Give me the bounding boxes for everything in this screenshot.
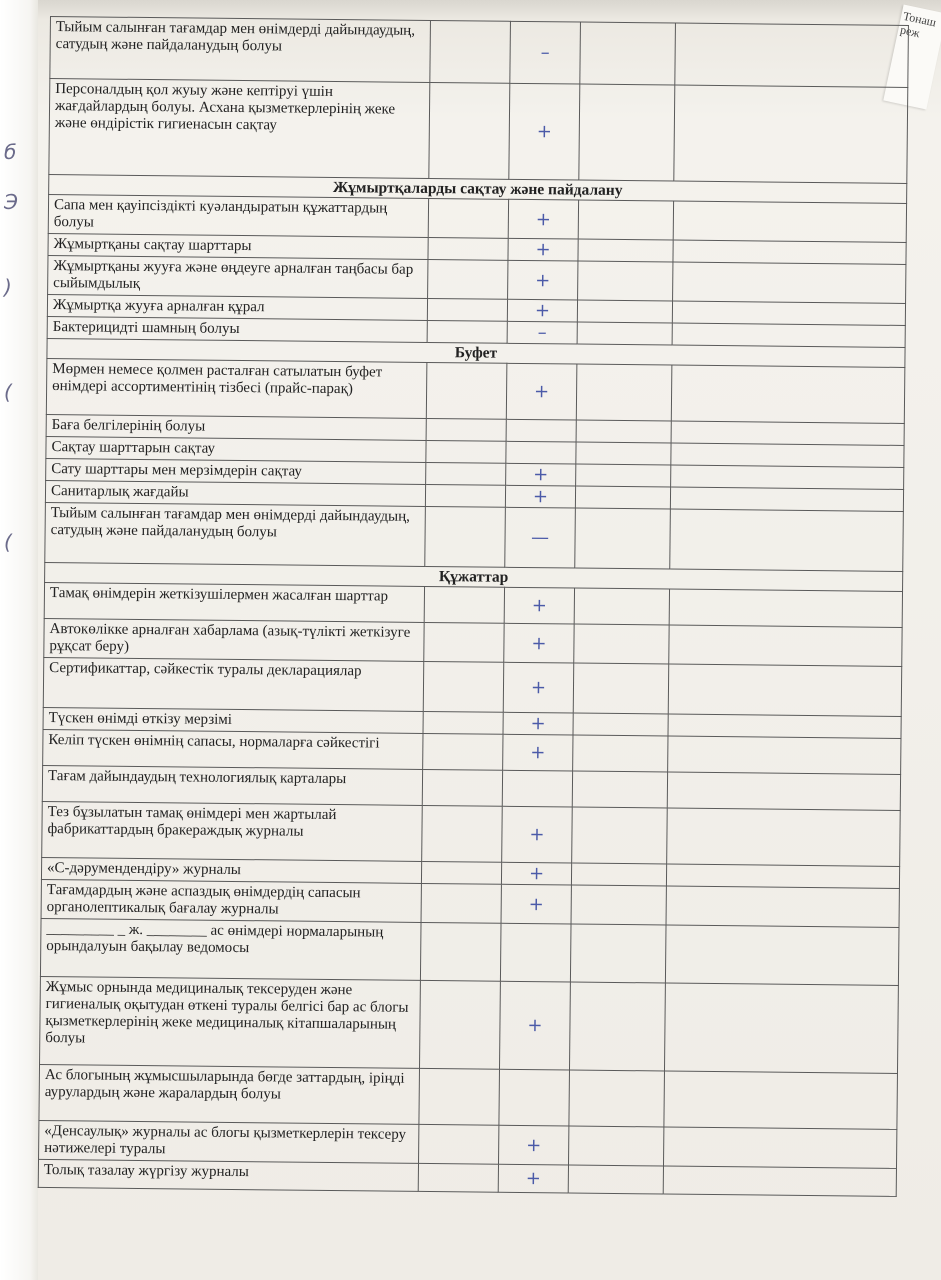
table-row — [40, 918, 899, 985]
section-title: Буфет — [47, 338, 905, 367]
checklist-table — [38, 16, 909, 1197]
section-title: Құжаттар — [45, 562, 903, 591]
row-text: Тез бұзылатын тамақ өнімдері мен жартылай фабрикаттардың бракераждық журналы — [42, 801, 423, 861]
handwritten-mark: + — [504, 623, 574, 663]
row-text: Бактерицидті шамның болуы — [47, 316, 427, 342]
row-text: Баға белгілерінің болуы — [46, 414, 426, 440]
handwritten-mark: + — [499, 981, 570, 1070]
handwritten-mark: + — [503, 734, 573, 771]
handwritten-mark: + — [509, 83, 580, 180]
handwritten-mark: + — [506, 463, 576, 486]
row-text: Келіп түскен өнімнің сапасы, нормаларға сәйкестігі — [43, 729, 423, 769]
handwritten-mark — [500, 923, 571, 982]
margin-mark: б — [4, 140, 17, 164]
row-text: Мөрмен немесе қолмен расталған сатылатын буфет өнімдері ассортиментінің тізбесі (прайс-парақ) — [46, 358, 427, 418]
handwritten-mark — [506, 441, 576, 464]
margin-mark: ( — [4, 530, 12, 554]
handwritten-mark: + — [501, 862, 571, 885]
row-text: Тағам дайындаудың технологиялық карталары — [42, 765, 422, 805]
handwritten-mark: + — [498, 1164, 568, 1193]
handwritten-mark: + — [504, 587, 574, 624]
row-text: Автокөлікке арналған хабарлама (азық-түлікті жеткізуге рұқсат беру) — [44, 618, 424, 661]
handwritten-mark — [499, 1069, 570, 1126]
handwritten-mark — [502, 770, 572, 807]
handwritten-mark: — — [505, 507, 576, 568]
row-text: Сату шарттары мен мерзімдерін сақтау — [46, 458, 426, 484]
row-text: _________ _ ж. ________ ас өнімдері нормаларының орындалуын бақылау ведомосы — [40, 918, 421, 980]
section-title: Жұмыртқаларды сақтау және пайдалану — [49, 174, 907, 203]
table-row — [49, 79, 908, 184]
table-row — [46, 358, 905, 423]
row-text: Жұмыртқаны сақтау шарттары — [48, 233, 428, 259]
row-text: Сертификаттар, сәйкестік туралы декларациялар — [43, 657, 424, 711]
margin-mark: ( — [4, 380, 12, 404]
row-text: Жұмыртқа жууға арналған құрал — [47, 294, 427, 320]
handwritten-mark: + — [503, 662, 574, 713]
corner-note: Тонаш реж — [883, 4, 941, 109]
checklist-page — [37, 16, 908, 1275]
row-text: Сапа мен қауіпсіздікті куәландыратын құжаттардың болуы — [48, 194, 428, 237]
row-text: Жұмыс орнында медициналық тексеруден және гигиеналық оқытудан өткені туралы белгісі бар ас блогы қызметкерлерінің жеке медициналық кітапшаларының болуы — [40, 976, 421, 1068]
handwritten-mark: – — [507, 321, 577, 344]
row-text: «С-дәрумендендіру» журналы — [41, 857, 421, 883]
row-text: «Денсаулық» журналы ас блогы қызметкерлерін тексеру нәтижелері туралы — [39, 1120, 419, 1163]
table-row — [39, 1064, 898, 1129]
handwritten-mark: + — [502, 806, 573, 863]
table-row — [43, 657, 901, 716]
table-row — [50, 17, 909, 88]
handwritten-mark: + — [505, 485, 575, 508]
row-text: Тағамдардың және аспаздық өнімдердің сапасын органолептикалық бағалау журналы — [41, 879, 421, 922]
row-text: Сақтау шарттарын сақтау — [46, 436, 426, 462]
row-text: Санитарлық жағдайы — [45, 480, 425, 506]
row-text: Түскен өнімді өткізу мерзімі — [43, 707, 423, 733]
margin-mark: Э — [4, 190, 18, 214]
handwritten-mark — [506, 419, 576, 442]
handwritten-mark: – — [510, 21, 581, 84]
row-text: Персоналдың қол жуыу және кептіруі үшін жағдайлардың болуы. Асхана қызметкерлерінің жеке және өндірістік гигиенасын сақтау — [49, 79, 430, 179]
row-text: Жұмыртқаны жууға және өңдеуге арналған таңбасы бар сыйымдылық — [48, 255, 428, 298]
handwritten-mark: + — [508, 238, 578, 261]
row-text: Толық тазалау жүргізу журналы — [38, 1159, 418, 1191]
table-row — [40, 976, 899, 1073]
margin-mark: ) — [4, 275, 12, 299]
handwritten-mark: + — [499, 1125, 569, 1165]
row-text: Тыйым салынған тағамдар мен өнімдерді дайындаудың, сатудың және пайдаланудың болуы — [50, 17, 431, 83]
handwritten-mark: + — [501, 884, 571, 924]
row-text: Тыйым салынған тағамдар мен өнімдерді дайындаудың, сатудың және пайдаланудың болуы — [45, 502, 426, 566]
handwritten-mark: + — [508, 199, 578, 239]
handwritten-mark: + — [508, 260, 578, 300]
table-row — [42, 801, 901, 866]
row-text: Ас блогының жұмысшыларында бөгде заттардың, іріңді аурулардың және жаралардың болуы — [39, 1064, 420, 1124]
table-row — [45, 502, 904, 571]
row-text: Тамақ өнімдерін жеткізушілермен жасалған шарттар — [44, 582, 424, 622]
handwritten-mark: + — [503, 712, 573, 735]
handwritten-mark: + — [506, 363, 577, 420]
handwritten-mark: + — [507, 299, 577, 322]
